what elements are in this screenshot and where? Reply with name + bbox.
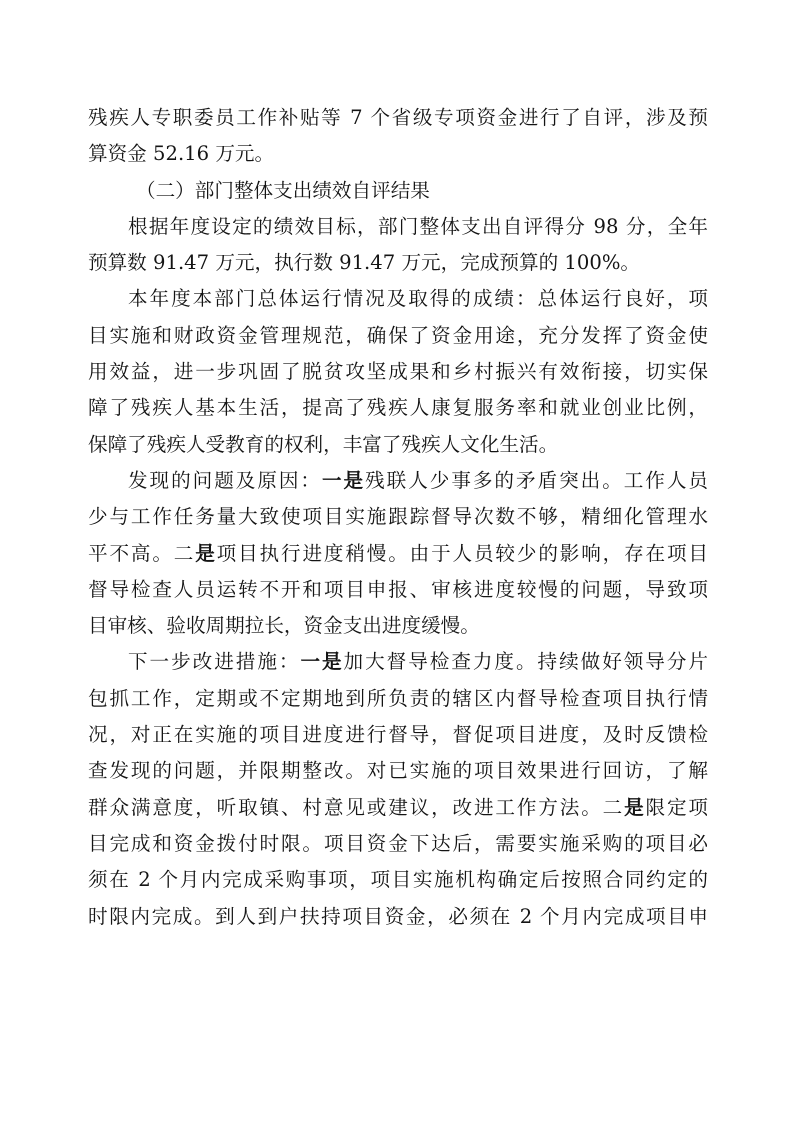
text-line: 保障了残疾人受教育的权利，丰富了残疾人文化生活。 xyxy=(88,432,559,456)
text-line: 算资金 52.16 万元。 xyxy=(88,142,275,166)
text-segment: 项目执行进度稍慢。由于人员较少的影响，存在项目 xyxy=(216,541,709,565)
text-line xyxy=(88,644,708,680)
text-line xyxy=(88,790,708,826)
text-line xyxy=(88,536,708,572)
text-line: 残疾人专职委员工作补贴等 7 个省级专项资金进行了自评，涉及预 xyxy=(88,106,708,129)
text-line: 时限内完成。到人到户扶持项目资金，必须在 2 个月内完成项目申 xyxy=(88,904,708,928)
text-line: 查发现的问题，并限期整改。对已实施的项目效果进行回访，了解 xyxy=(88,759,708,783)
text-line: 目完成和资金拨付时限。项目资金下达后，需要实施采购的项目必 xyxy=(88,831,708,855)
text-line: 少与工作任务量大致使项目实施跟踪督导次数不够，精细化管理水 xyxy=(88,505,708,529)
text-line: 预算数 91.47 万元，执行数 91.47 万元，完成预算的 100%。 xyxy=(88,251,641,275)
text-line: 目审核、验收周期拉长，资金支出进度缓慢。 xyxy=(88,614,480,638)
text-segment: 限定项 xyxy=(645,795,709,819)
text-line: 目实施和财政资金管理规范，确保了资金用途，充分发挥了资金使 xyxy=(88,323,708,347)
text-line: 须在 2 个月内完成采购事项，项目实施机构确定后按照合同约定的 xyxy=(88,868,708,892)
text-line: 用效益，进一步巩固了脱贫攻坚成果和乡村振兴有效衔接，切实保 xyxy=(88,360,708,384)
text-line: 本年度本部门总体运行情况及取得的成绩：总体运行良好，项 xyxy=(128,287,708,311)
text-line: 根据年度设定的绩效目标，部门整体支出自评得分 98 分，全年 xyxy=(128,214,708,238)
text-segment: 发现的问题及原因： xyxy=(128,468,322,492)
emphasis-text: 一是 xyxy=(300,650,344,674)
text-segment: 加大督导检查力度。持续做好领导分片 xyxy=(343,650,709,674)
emphasis-text: 是 xyxy=(624,795,646,819)
text-line: 况，对正在实施的项目进度进行督导，督促项目进度，及时反馈检 xyxy=(88,723,708,747)
emphasis-text: 是 xyxy=(195,541,217,565)
text-segment: 群众满意度，听取镇、村意见或建议，改进工作方法。二 xyxy=(88,795,625,819)
section-heading: （二）部门整体支出绩效自评结果 xyxy=(136,178,430,202)
text-segment: 下一步改进措施： xyxy=(128,650,301,674)
text-line xyxy=(88,463,708,499)
text-line: 督导检查人员运转不开和项目申报、审核进度较慢的问题，导致项 xyxy=(88,577,708,601)
text-line: 障了残疾人基本生活，提高了残疾人康复服务率和就业创业比例， xyxy=(88,396,708,420)
text-segment: 残联人少事多的矛盾突出。工作人员 xyxy=(365,468,709,492)
emphasis-text: 一是 xyxy=(322,468,366,492)
text-line: 包抓工作，定期或不定期地到所负责的辖区内督导检查项目执行情 xyxy=(88,686,708,710)
document-body xyxy=(88,100,708,935)
text-segment: 平不高。二 xyxy=(88,541,196,565)
